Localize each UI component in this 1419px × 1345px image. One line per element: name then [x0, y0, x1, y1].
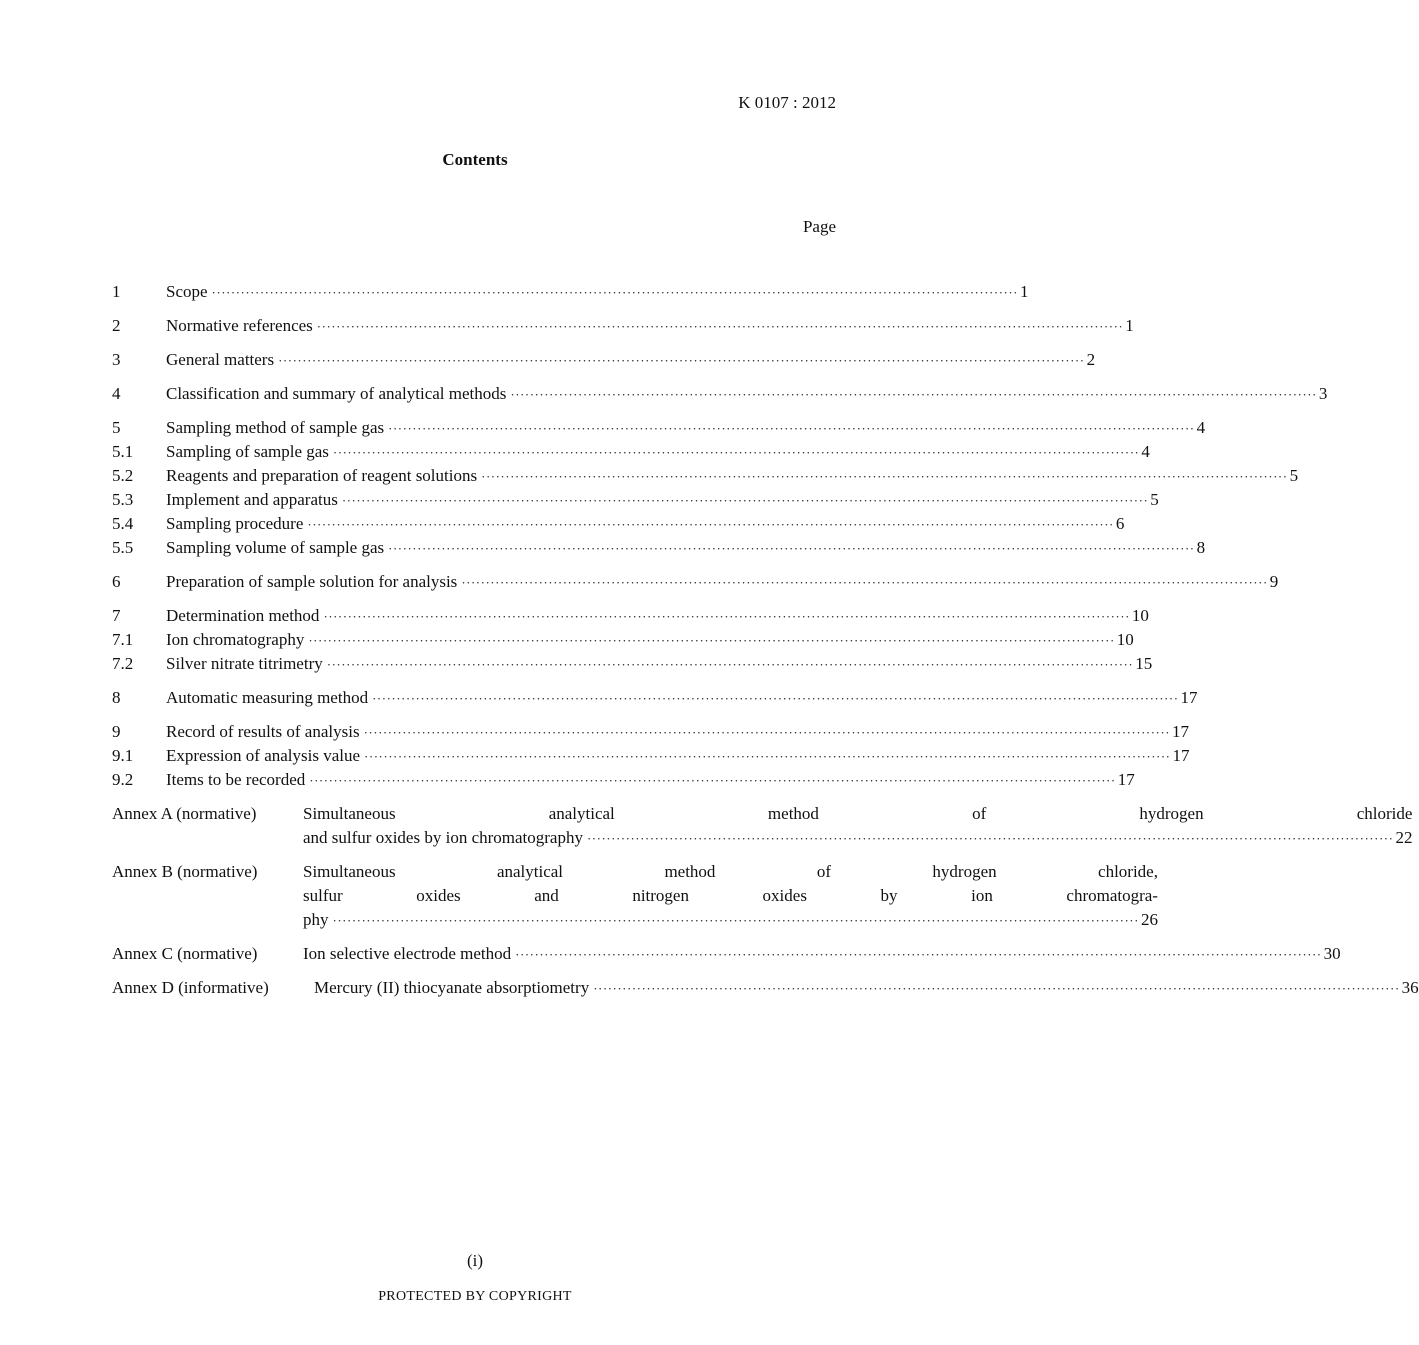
- copyright-notice: PROTECTED BY COPYRIGHT: [378, 1289, 572, 1304]
- toc-entry-page: 17: [1117, 770, 1135, 789]
- annex-title: [303, 942, 1341, 966]
- dot-leader: [342, 489, 1148, 513]
- toc-entry-title: Preparation of sample solution for analysis: [166, 572, 458, 591]
- toc-group: [112, 416, 1299, 560]
- toc-entry-number: 5.3: [112, 490, 134, 509]
- toc-entry-title: Expression of analysis value: [166, 746, 361, 765]
- toc-group: [112, 314, 1134, 338]
- toc-entry[interactable]: [112, 720, 1190, 744]
- toc-entry-number: 5.2: [112, 466, 134, 485]
- dot-leader: [309, 769, 1115, 793]
- toc-entry[interactable]: [112, 464, 1299, 488]
- toc-entry-title: Reagents and preparation of reagent solutions: [166, 466, 478, 485]
- toc-entry[interactable]: [112, 768, 1135, 792]
- toc-group: [112, 686, 1198, 710]
- toc-entry-page: 4: [1196, 418, 1206, 437]
- toc-entry-title: Silver nitrate titrimetry: [166, 654, 323, 673]
- toc-entry[interactable]: [112, 488, 1159, 512]
- toc-entry[interactable]: [112, 570, 1279, 594]
- toc-entry-page: 2: [1086, 350, 1096, 369]
- dot-leader: [333, 441, 1139, 465]
- annex-identifier: Annex C (normative): [112, 944, 258, 963]
- annex-page: 26: [1140, 910, 1158, 929]
- toc-annex-entry[interactable]: [112, 976, 1419, 1000]
- toc-entry-page: 3: [1318, 384, 1328, 403]
- toc-entry-number: 9.1: [112, 746, 134, 765]
- toc-entry[interactable]: [112, 744, 1190, 768]
- toc-entry[interactable]: [112, 686, 1198, 710]
- page-column-label: Page: [802, 217, 836, 236]
- annex-title-last-line: [314, 976, 1419, 1000]
- annex-title-line: Simultaneous analytical method of hydrogen chloride: [303, 804, 1413, 823]
- dot-leader: [364, 745, 1170, 769]
- dot-leader: [515, 943, 1321, 967]
- toc-entry-page: 5: [1150, 490, 1159, 509]
- toc-entry-page: 1: [1125, 316, 1134, 335]
- toc-entry-page: 17: [1180, 688, 1198, 707]
- toc-entry[interactable]: [112, 536, 1206, 560]
- annex-title-last-line: [303, 942, 1341, 966]
- toc-group: [112, 348, 1096, 372]
- toc-entry-page: 5: [1289, 466, 1299, 485]
- toc-entry-page: 4: [1141, 442, 1150, 461]
- annex-identifier: Annex D (informative): [112, 978, 269, 997]
- toc-entry-number: 3: [112, 350, 121, 369]
- toc-entry-title: Automatic measuring method: [166, 688, 369, 707]
- dot-leader: [364, 721, 1170, 745]
- toc-annex-entry[interactable]: [112, 802, 1413, 850]
- page-title: Contents: [442, 150, 508, 169]
- toc-entry-number: 9.2: [112, 770, 134, 789]
- toc-entry[interactable]: [112, 440, 1150, 464]
- toc-annex-entry[interactable]: [112, 860, 1158, 932]
- toc-entry-number: 5.5: [112, 538, 134, 557]
- toc-entry[interactable]: [112, 416, 1206, 440]
- toc-group: [112, 280, 1029, 304]
- toc-entry-page: 17: [1172, 746, 1190, 765]
- toc-entry-title: Scope: [166, 282, 208, 301]
- annex-title-text: Ion selective electrode method: [303, 944, 512, 963]
- toc-entry-title: Ion chromatography: [166, 630, 305, 649]
- toc-entry-title: Normative references: [166, 316, 313, 335]
- toc-group: [112, 604, 1153, 676]
- toc-entry-number: 5.1: [112, 442, 134, 461]
- toc-entry-page: 10: [1116, 630, 1134, 649]
- footer-page-number: (i): [466, 1251, 484, 1270]
- annex-identifier: Annex A (normative): [112, 804, 257, 823]
- toc-entry-page: 10: [1131, 606, 1149, 625]
- toc-entry-number: 8: [112, 688, 121, 707]
- toc-entry[interactable]: [112, 348, 1096, 372]
- toc-entry-page: 15: [1135, 654, 1153, 673]
- dot-leader: [327, 653, 1133, 677]
- toc-entry-title: Record of results of analysis: [166, 722, 360, 741]
- annex-title: [303, 802, 1412, 850]
- annex-title-text: phy: [303, 910, 329, 929]
- annex-page: 36: [1401, 978, 1419, 997]
- annex-page: 22: [1395, 828, 1413, 847]
- annex-page: 30: [1323, 944, 1341, 963]
- toc-entry-page: 8: [1196, 538, 1206, 557]
- toc-entry-number: 6: [112, 572, 121, 591]
- toc-entry-page: 1: [1020, 282, 1029, 301]
- toc-entry-title: General matters: [166, 350, 275, 369]
- toc-group: [112, 382, 1328, 406]
- toc-entry[interactable]: [112, 280, 1029, 304]
- toc-entry[interactable]: [112, 628, 1134, 652]
- dot-leader: [510, 383, 1316, 407]
- dot-leader: [278, 349, 1084, 373]
- dot-leader: [308, 629, 1114, 653]
- toc-entry-page: 9: [1269, 572, 1279, 591]
- toc-annex-entry[interactable]: [112, 942, 1341, 966]
- toc-entry-page: 6: [1115, 514, 1125, 533]
- toc-entry-title: Sampling procedure: [166, 514, 304, 533]
- toc-entry-title: Classification and summary of analytical methods: [166, 384, 507, 403]
- annex-identifier: Annex B (normative): [112, 862, 258, 881]
- toc-entry-page: 17: [1172, 722, 1190, 741]
- annex-title-line: Simultaneous analytical method of hydrogen chloride,: [303, 862, 1158, 881]
- dot-leader: [481, 465, 1287, 489]
- annex-title: [303, 860, 1158, 932]
- annex-title: [314, 976, 1419, 1000]
- toc-entry-title: Sampling volume of sample gas: [166, 538, 385, 557]
- annex-title-last-line: [303, 908, 1158, 932]
- toc-entry[interactable]: [112, 604, 1149, 628]
- toc-entry-title: Items to be recorded: [166, 770, 306, 789]
- annex-title-text: Mercury (II) thiocyanate absorptiometry: [314, 978, 590, 997]
- dot-leader: [372, 687, 1178, 711]
- toc-entry-number: 5.4: [112, 514, 134, 533]
- toc-entry-number: 5: [112, 418, 121, 437]
- annex-title-line: sulfur oxides and nitrogen oxides by ion chromatogra-: [303, 886, 1158, 905]
- dot-leader: [307, 513, 1113, 537]
- dot-leader: [388, 417, 1194, 441]
- dot-leader: [212, 281, 1018, 305]
- toc-entry-number: 7.2: [112, 654, 134, 673]
- toc-entry[interactable]: [112, 382, 1328, 406]
- table-of-contents: [112, 280, 1419, 1010]
- dot-leader: [388, 537, 1194, 561]
- toc-entry[interactable]: [112, 512, 1125, 536]
- document-number: K 0107 : 2012: [738, 93, 836, 112]
- dot-leader: [461, 571, 1267, 595]
- annex-title-text: and sulfur oxides by ion chromatography: [303, 828, 583, 847]
- toc-entry-title: Sampling of sample gas: [166, 442, 329, 461]
- toc-entry-number: 1: [112, 282, 121, 301]
- dot-leader: [333, 909, 1139, 933]
- dot-leader: [587, 827, 1393, 851]
- dot-leader: [323, 605, 1129, 629]
- toc-entry[interactable]: [112, 652, 1153, 676]
- toc-entry[interactable]: [112, 314, 1134, 338]
- toc-entry-title: Implement and apparatus: [166, 490, 338, 509]
- toc-entry-title: Determination method: [166, 606, 320, 625]
- toc-group: [112, 570, 1279, 594]
- dot-leader: [317, 315, 1123, 339]
- toc-entry-title: Sampling method of sample gas: [166, 418, 385, 437]
- dot-leader: [593, 977, 1399, 1001]
- toc-entry-number: 7: [112, 606, 121, 625]
- annex-title-last-line: [303, 826, 1412, 850]
- toc-group: [112, 720, 1190, 792]
- toc-entry-number: 4: [112, 384, 121, 403]
- toc-entry-number: 7.1: [112, 630, 134, 649]
- toc-entry-number: 2: [112, 316, 121, 335]
- toc-entry-number: 9: [112, 722, 121, 741]
